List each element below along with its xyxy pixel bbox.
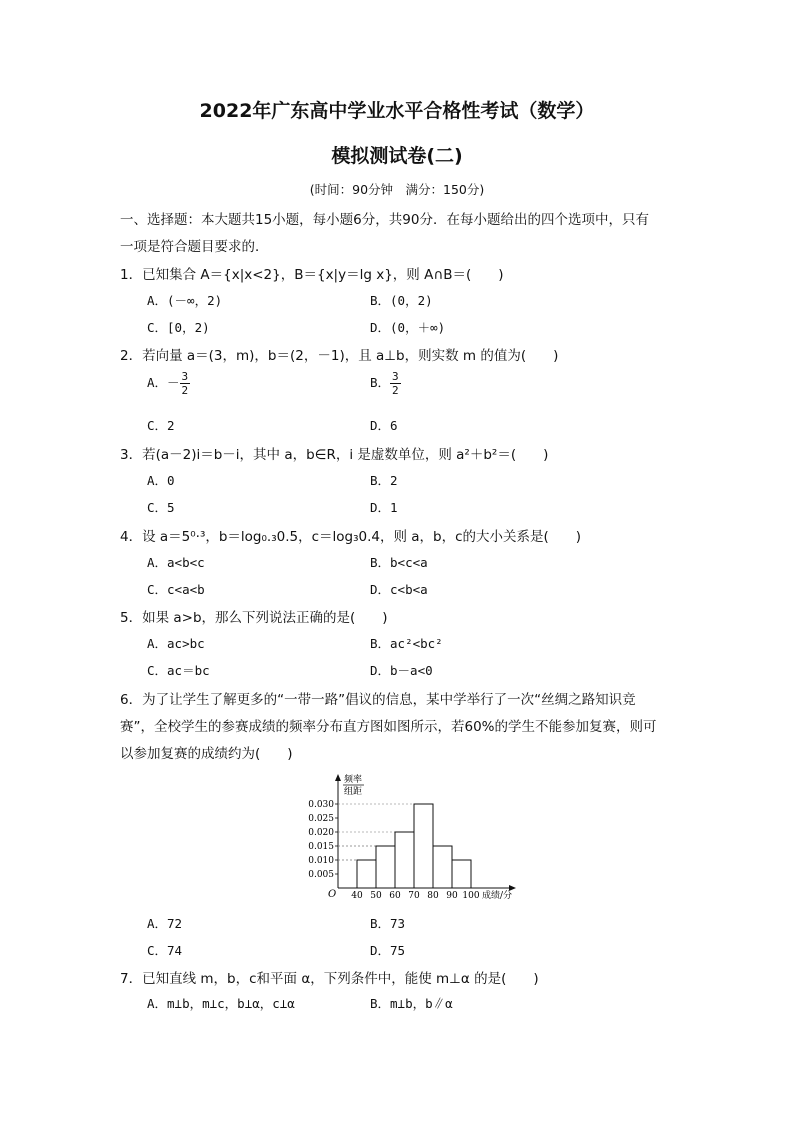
question-3-option-b[interactable]: B．2: [370, 473, 398, 488]
question-2-option-a[interactable]: [147, 370, 190, 397]
y-axis-label-top: 频率: [344, 775, 363, 785]
x-tick-label: 40: [351, 891, 363, 901]
y-tick-label: 0.010: [308, 856, 334, 866]
x-tick-label: 50: [370, 891, 382, 901]
histogram-bar: [414, 804, 433, 888]
question-6-stem-line2: 赛”，全校学生的参赛成绩的频率分布直方图如图所示，若60%的学生不能参加复赛，则可: [120, 719, 657, 735]
question-5-option-b[interactable]: B．ac²<bc²: [370, 636, 443, 651]
y-tick-label: 0.025: [308, 814, 334, 824]
histogram-bar: [433, 846, 452, 888]
x-tick-label: 80: [427, 891, 439, 901]
question-6-stem-line3: 以参加复赛的成绩约为( ): [120, 746, 293, 762]
question-3-option-a[interactable]: A．0: [147, 473, 175, 488]
section-instruction-line1: 一、选择题：本大题共15小题，每小题6分，共90分．在每小题给出的四个选项中，只有: [120, 212, 649, 228]
section-instruction-line2: 一项是符合题目要求的．: [120, 239, 269, 255]
page-subtitle: 模拟测试卷(二): [331, 145, 463, 167]
question-2-option-d[interactable]: D．6: [370, 418, 398, 433]
question-1-option-d[interactable]: D．(0，＋∞): [370, 320, 446, 335]
histogram-bar: [357, 860, 376, 888]
fraction-numerator: 3: [392, 370, 399, 383]
x-tick-label: 90: [446, 891, 458, 901]
question-5-option-a[interactable]: A．ac>bc: [147, 636, 205, 651]
question-6-option-d[interactable]: D．75: [370, 943, 406, 958]
question-4-option-c[interactable]: C．c<a<b: [147, 582, 205, 597]
question-6-option-c[interactable]: C．74: [147, 943, 183, 958]
question-7-option-b[interactable]: B．m⊥b，b∥α: [370, 996, 453, 1011]
question-1-stem: 1．已知集合 A＝{x|x<2}，B＝{x|y＝lg x}，则 A∩B＝( ): [120, 267, 504, 283]
fraction-denominator: 2: [181, 384, 189, 397]
question-4-option-b[interactable]: B．b<c<a: [370, 555, 428, 570]
origin-label: O: [328, 889, 337, 900]
question-1-option-c[interactable]: C．[0，2): [147, 320, 210, 335]
question-4-option-a[interactable]: A．a<b<c: [147, 555, 205, 570]
fraction: [180, 370, 191, 397]
question-6-option-a[interactable]: A．72: [147, 916, 183, 931]
question-7-stem: 7．已知直线 m，b，c和平面 α，下列条件中，能使 m⊥α 的是( ): [120, 971, 539, 987]
question-5-stem: 5．如果 a>b，那么下列说法正确的是( ): [120, 610, 388, 626]
question-3-option-c[interactable]: C．5: [147, 500, 175, 515]
y-tick-label: 0.015: [308, 842, 334, 852]
histogram-bar: [395, 832, 414, 888]
question-3-stem: 3．若(a－2)i＝b－i，其中 a，b∈R，i 是虚数单位，则 a²＋b²＝( ): [120, 447, 549, 463]
option-b-prefix: B．: [370, 375, 391, 390]
question-6-option-b[interactable]: B．73: [370, 916, 406, 931]
x-tick-label: 100: [462, 891, 480, 901]
x-axis-label: 成绩/分: [482, 891, 513, 901]
question-7-option-a[interactable]: A．m⊥b，m⊥c，b⊥α，c⊥α: [147, 996, 295, 1011]
histogram-bar: [452, 860, 471, 888]
fraction-numerator: 3: [181, 370, 189, 383]
question-2-option-c[interactable]: C．2: [147, 418, 175, 433]
y-axis-label-bottom: 组距: [344, 787, 363, 797]
question-5-option-c[interactable]: C．ac＝bc: [147, 663, 210, 678]
question-4-stem: 4．设 a＝5⁰·³，b＝log₀.₃0.5，c＝log₃0.4，则 a，b，c的大小关系是( ): [120, 529, 582, 545]
question-3-option-d[interactable]: D．1: [370, 500, 398, 515]
fraction-denominator: 2: [392, 384, 399, 397]
y-tick-label: 0.020: [308, 828, 334, 838]
question-4-option-d[interactable]: D．c<b<a: [370, 582, 428, 597]
question-5-option-d[interactable]: D．b－a<0: [370, 663, 433, 678]
x-tick-label: 70: [408, 891, 420, 901]
y-tick-label: 0.005: [308, 870, 334, 880]
exam-info: (时间：90分钟 满分：150分): [309, 182, 485, 197]
question-2-stem: 2．若向量 a＝(3，m)，b＝(2，－1)，且 a⊥b，则实数 m 的值为( ): [120, 348, 559, 364]
question-1-option-a[interactable]: A．(－∞，2): [147, 293, 223, 308]
question-6-stem-line1: 6．为了让学生了解更多的“一带一路”倡议的信息，某中学举行了一次“丝绸之路知识竞: [120, 692, 636, 708]
y-axis-arrow: [335, 774, 341, 781]
page-title: 2022年广东高中学业水平合格性考试（数学）: [199, 100, 595, 122]
frequency-histogram: [300, 770, 530, 902]
option-a-prefix: A．－: [147, 375, 180, 390]
histogram-bar: [376, 846, 395, 888]
question-2-option-b[interactable]: [370, 370, 401, 397]
x-tick-label: 60: [389, 891, 401, 901]
fraction: [390, 370, 401, 397]
y-tick-label: 0.030: [308, 800, 334, 810]
question-1-option-b[interactable]: B．(0，2): [370, 293, 433, 308]
